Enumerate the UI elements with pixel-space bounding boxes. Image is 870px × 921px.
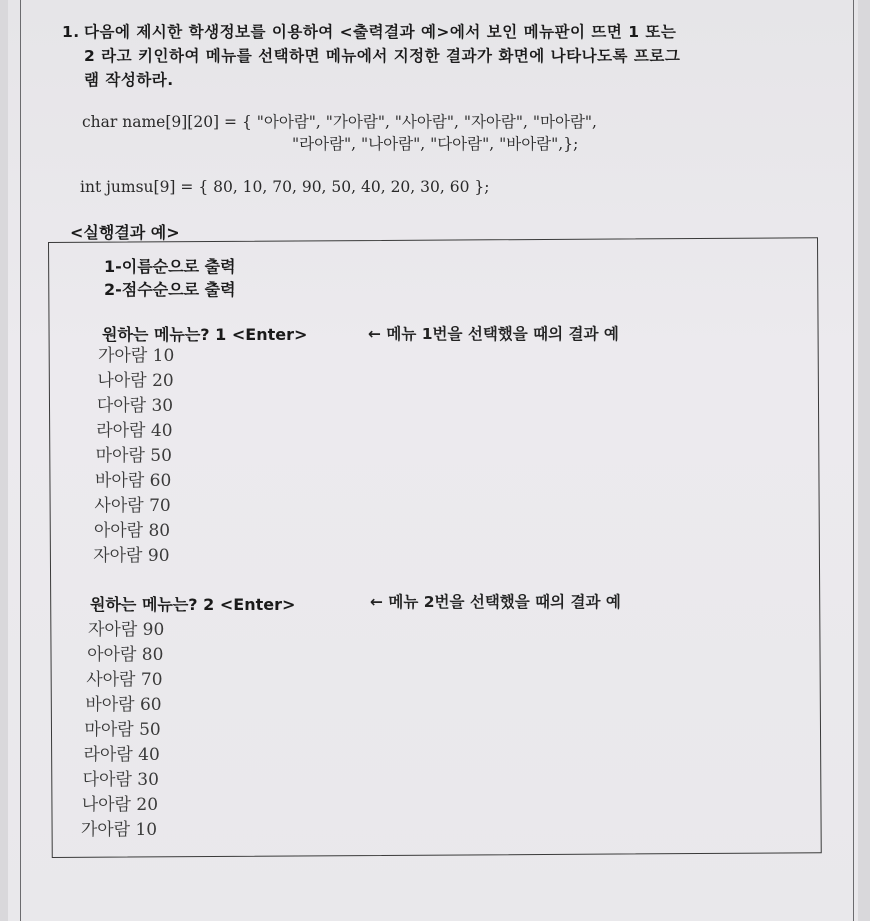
result-list-item: 가아람 10 (98, 346, 175, 366)
result-list-item: 나아람 20 (97, 371, 174, 391)
result-list-item: 아아람 80 (93, 521, 171, 541)
result-list-item: 자아람 90 (88, 620, 165, 640)
result-list-item: 다아람 30 (96, 396, 174, 416)
result-list-item: 바아람 60 (85, 695, 162, 715)
result-list-item: 나아람 20 (81, 795, 159, 815)
result-list-item: 사아람 70 (94, 496, 171, 516)
menu-option-2: 2-점수순으로 출력 (104, 280, 236, 299)
section-title: <실행결과 예> (70, 223, 180, 242)
question-line: 2 라고 키인하여 메뉴를 선택하면 메뉴에서 지정한 결과가 화면에 나타나도록 프로그 (84, 47, 681, 65)
result-list-item: 가아람 10 (80, 820, 158, 840)
question-line: 램 작성하라. (84, 71, 174, 89)
code-jumsu-array: int jumsu[9] = { 80, 10, 70, 90, 50, 40, 20, 30, 60 }; (80, 178, 490, 196)
result-list-item: 라아람 40 (83, 745, 160, 765)
result-list-by-name (93, 344, 175, 569)
page-margin-line-left (20, 0, 21, 921)
result-list-item: 바아람 60 (95, 471, 172, 491)
code-name-array-line2: "라아람", "나아람", "다아람", "바아람",}; (292, 135, 579, 153)
result-list-item: 마아람 50 (95, 446, 172, 466)
result-list-item: 다아람 30 (82, 770, 159, 790)
menu-prompt-1: 원하는 메뉴는? 1 <Enter> (102, 325, 308, 344)
question-text (84, 20, 792, 92)
menu-prompt-2: 원하는 메뉴는? 2 <Enter> (90, 595, 296, 614)
code-name-array-line1: char name[9][20] = { "아아람", "가아람", "사아람", "자아람", "마아람", (82, 113, 597, 131)
result-list-item: 라아람 40 (96, 421, 173, 441)
result-list-item: 자아람 90 (93, 546, 170, 566)
question-number: 1. (62, 23, 80, 41)
result-list-item: 사아람 70 (86, 670, 163, 690)
result-list-by-score (80, 618, 165, 843)
annotation-note-2: ← 메뉴 2번을 선택했을 때의 결과 예 (370, 593, 621, 611)
menu-option-1: 1-이름순으로 출력 (104, 257, 236, 276)
page-margin-line-right (853, 0, 854, 921)
question-line: 다음에 제시한 학생정보를 이용하여 <출력결과 예>에서 보인 메뉴판이 뜨면 1 또는 (84, 23, 677, 41)
result-list-item: 마아람 50 (84, 720, 161, 740)
result-list-item: 아아람 80 (87, 645, 164, 665)
annotation-note-1: ← 메뉴 1번을 선택했을 때의 결과 예 (368, 325, 619, 343)
